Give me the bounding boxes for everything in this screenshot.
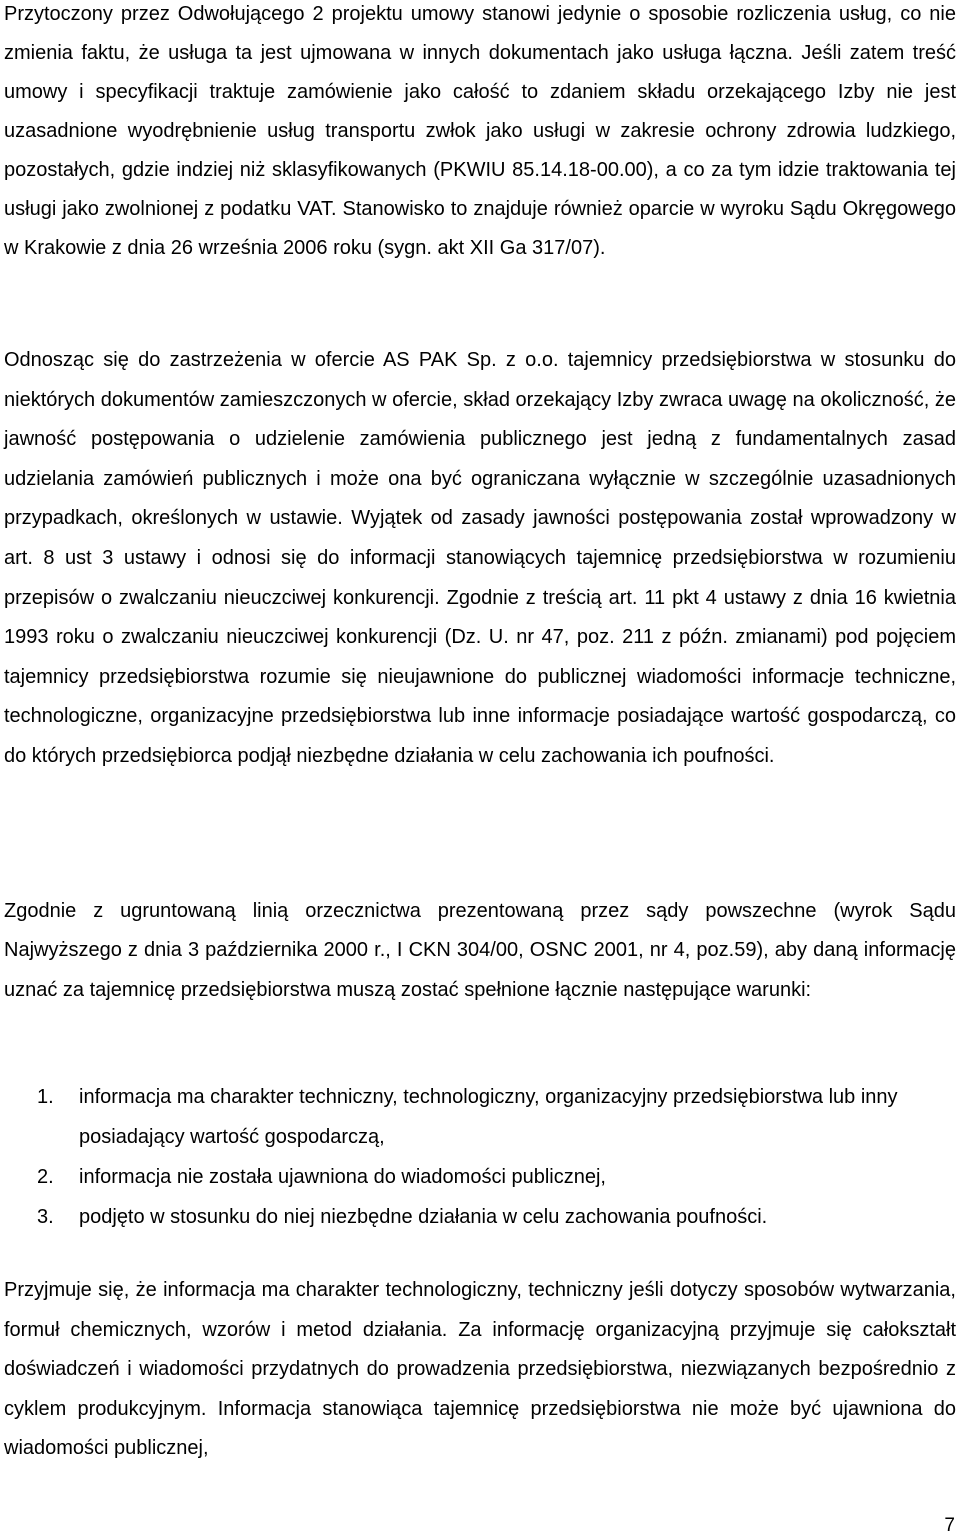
list-item-number: 3. [37,1206,54,1228]
paragraph-case-law: Zgodnie z ugruntowaną linią orzecznictwa prezentowaną przez sądy powszechne (wyrok Sądu Najwyższego z dnia 3 października 2000 r., I CKN 304/00, OSNC 2001, nr 4, poz.59), aby daną informację uznać za tajemnicę przedsiębiorstwa muszą zostać spełnione łącznie następujące warunki: [4,900,956,1001]
page-number: 7 [944,1515,955,1536]
list-item [4,1157,956,1197]
list-item-text: podjęto w stosunku do niej niezbędne działania w celu zachowania poufności. [79,1206,768,1228]
paragraph-trade-secret: Odnosząc się do zastrzeżenia w ofercie AS PAK Sp. z o.o. tajemnicy przedsiębiorstwa w stosunku do niektórych dokumentów zamieszczonych w ofercie, skład orzekający Izby zwraca uwagę na okoliczność, że jawność postępowania o udzielenie zamówienia publicznego jest jedną z fundamentalnych zasad udzielania zamówień publicznych i może ona być ograniczana wyłącznie w szczególnie uzasadnionych przypadkach, określonych w ustawie. Wyjątek od zasady jawności postępowania został wprowadzony w art. 8 ust 3 ustawy i odnosi się do informacji stanowiących tajemnicę przedsiębiorstwa w rozumieniu przepisów o zwalczaniu nieuczciwej konkurencji. Zgodnie z treścią art. 11 pkt 4 ustawy z dnia 16 kwietnia 1993 roku o zwalczaniu nieuczciwej konkurencji (Dz. U. nr 47, poz. 211 z późn. zmianami) pod pojęciem tajemnicy przedsiębiorstwa rozumie się nieujawnione do publicznej wiadomości informacje techniczne, technologiczne, organizacyjne przedsiębiorstwa lub inne informacje posiadające wartość gospodarczą, co do których przedsiębiorca podjął niezbędne działania w celu zachowania ich poufności. [4,349,956,767]
list-item-text: informacja nie została ujawniona do wiadomości publicznej, [79,1166,606,1188]
paragraph-vat-classification: Przytoczony przez Odwołującego 2 projektu umowy stanowi jedynie o sposobie rozliczenia usług, co nie zmienia faktu, że usługa ta jest ujmowana w innych dokumentach jako usługa łączna. Jeśli zatem treść umowy i specyfikacji traktuje zamówienie jako całość to zdaniem składu orzekającego Izby nie jest uzasadnione wyodrębnienie usług transportu zwłok jako usługi w zakresie ochrony zdrowia ludzkiego, pozostałych, gdzie indziej niż sklasyfikowanych (PKWIU 85.14.18-00.00), a co za tym idzie traktowania tej usługi jako zwolnionej z podatku VAT. Stanowisko to znajduje również oparcie w wyroku Sądu Okręgowego w Krakowie z dnia 26 września 2006 roku (sygn. akt XII Ga 317/07). [4,3,956,259]
list-item-text: informacja ma charakter techniczny, technologiczny, organizacyjny przedsiębiorstwa lub inny posiadający wartość gospodarczą, [79,1086,898,1148]
list-item-number: 2. [37,1166,54,1188]
list-item [4,1077,956,1157]
conditions-list [4,1077,956,1237]
list-item-number: 1. [37,1086,54,1108]
paragraph-technological-information: Przyjmuje się, że informacja ma charakter technologiczny, techniczny jeśli dotyczy sposobów wytwarzania, formuł chemicznych, wzorów i metod działania. Za informację organizacyjną przyjmuje się całokształt doświadczeń i wiadomości przydatnych do prowadzenia przedsiębiorstwa, niezwiązanych bezpośrednio z cyklem produkcyjnym. Informacja stanowiąca tajemnicę przedsiębiorstwa nie może być ujawniona do wiadomości publicznej, [4,1279,956,1459]
list-item [4,1197,956,1237]
